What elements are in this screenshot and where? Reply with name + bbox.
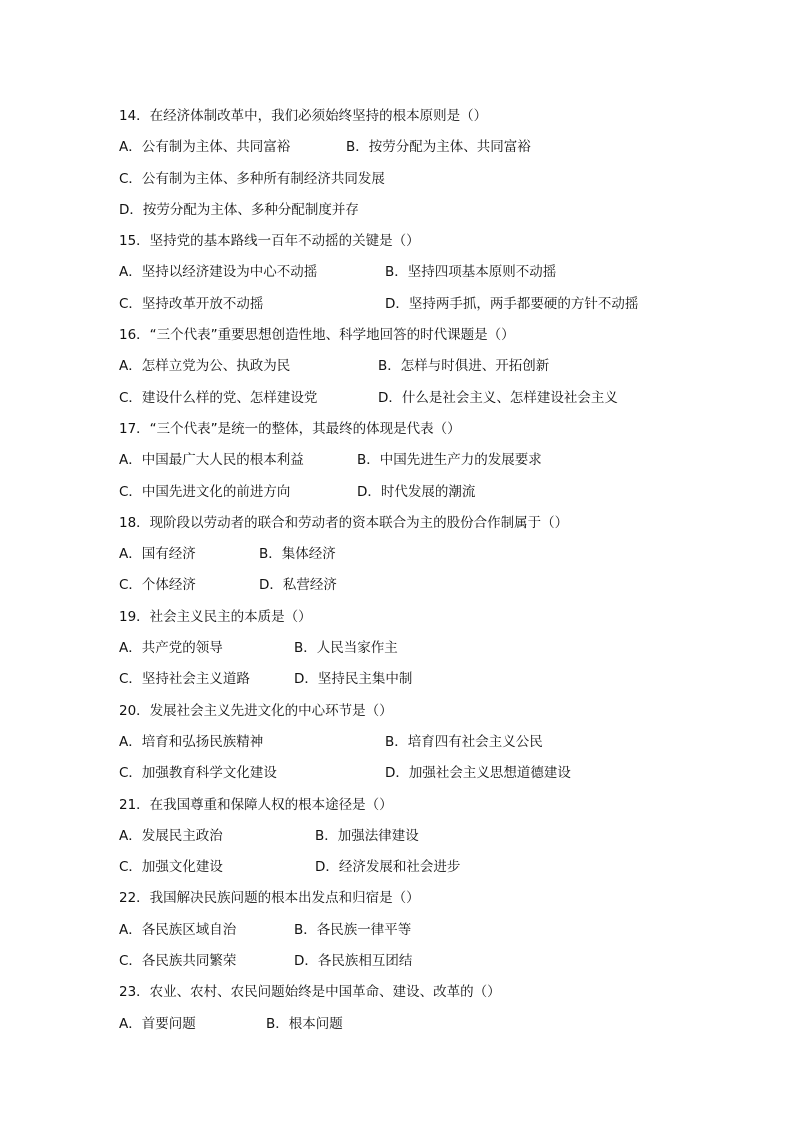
option-c: C．坚持改革开放不动摇 bbox=[119, 295, 264, 312]
option-b: B．人民当家作主 bbox=[294, 640, 398, 657]
option-row bbox=[119, 821, 679, 852]
option-row bbox=[119, 195, 679, 226]
option-row bbox=[119, 383, 679, 414]
option-row bbox=[119, 164, 679, 195]
option-a: A．各民族区域自治 bbox=[119, 921, 237, 938]
question-stem: 15．坚持党的基本路线一百年不动摇的关键是（） bbox=[119, 233, 420, 250]
option-b: B．培育四有社会主义公民 bbox=[385, 733, 543, 750]
option-b: B．坚持四项基本原则不动摇 bbox=[385, 264, 557, 281]
option-a: A．首要问题 bbox=[119, 1015, 196, 1032]
question-stem: 18．现阶段以劳动者的联合和劳动者的资本联合为主的股份合作制属于（） bbox=[119, 514, 569, 531]
option-c: C．加强文化建设 bbox=[119, 859, 223, 876]
option-row bbox=[119, 477, 679, 508]
question-stem: 23．农业、农村、农民问题始终是中国革命、建设、改革的（） bbox=[119, 984, 501, 1001]
option-row bbox=[119, 727, 679, 758]
option-d: D．时代发展的潮流 bbox=[357, 483, 476, 500]
option-a: A．公有制为主体、共同富裕 bbox=[119, 139, 291, 156]
option-d: D．坚持民主集中制 bbox=[294, 671, 413, 688]
option-row bbox=[119, 445, 679, 476]
option-d: D．坚持两手抓，两手都要硬的方针不动摇 bbox=[385, 295, 639, 312]
question-stem: 21．在我国尊重和保障人权的根本途径是（） bbox=[119, 796, 393, 813]
option-row bbox=[119, 351, 679, 382]
option-d: D．经济发展和社会进步 bbox=[315, 859, 461, 876]
question-stem: 16．“三个代表”重要思想创造性地、科学地回答的时代课题是（） bbox=[119, 327, 515, 344]
option-row bbox=[119, 664, 679, 695]
option-c: C．各民族共同繁荣 bbox=[119, 953, 237, 970]
option-c: C．中国先进文化的前进方向 bbox=[119, 483, 291, 500]
option-row bbox=[119, 946, 679, 977]
option-c: C．坚持社会主义道路 bbox=[119, 671, 250, 688]
option-b: B．各民族一律平等 bbox=[294, 921, 412, 938]
option-c: C．个体经济 bbox=[119, 577, 196, 594]
option-b: B．加强法律建设 bbox=[315, 827, 419, 844]
question-stem: 17．“三个代表”是统一的整体，其最终的体现是代表（） bbox=[119, 420, 461, 437]
option-c: C．加强教育科学文化建设 bbox=[119, 765, 277, 782]
option-row bbox=[119, 633, 679, 664]
option-a: A．国有经济 bbox=[119, 546, 196, 563]
option-row bbox=[119, 257, 679, 288]
option-d: D．私营经济 bbox=[259, 577, 337, 594]
option-row bbox=[119, 915, 679, 946]
option-row bbox=[119, 852, 679, 883]
option-b: B．中国先进生产力的发展要求 bbox=[357, 452, 542, 469]
option-c: C．建设什么样的党、怎样建设党 bbox=[119, 389, 318, 406]
option-a: A．共产党的领导 bbox=[119, 640, 223, 657]
option-a: A．培育和弘扬民族精神 bbox=[119, 733, 264, 750]
option-row bbox=[119, 132, 679, 163]
option-b: B．怎样与时俱进、开拓创新 bbox=[378, 358, 550, 375]
option-c: C．公有制为主体、多种所有制经济共同发展 bbox=[119, 170, 385, 187]
option-row bbox=[119, 289, 679, 320]
question-list bbox=[119, 101, 679, 1040]
option-a: A．坚持以经济建设为中心不动摇 bbox=[119, 264, 318, 281]
option-b: B．集体经济 bbox=[259, 546, 336, 563]
option-a: A．怎样立党为公、执政为民 bbox=[119, 358, 291, 375]
question-stem: 20．发展社会主义先进文化的中心环节是（） bbox=[119, 702, 393, 719]
option-row bbox=[119, 539, 679, 570]
option-a: A．发展民主政治 bbox=[119, 827, 223, 844]
option-row bbox=[119, 1009, 679, 1040]
option-d: D．什么是社会主义、怎样建设社会主义 bbox=[378, 389, 618, 406]
option-a: A．中国最广大人民的根本利益 bbox=[119, 452, 304, 469]
question-stem: 22．我国解决民族问题的根本出发点和归宿是（） bbox=[119, 890, 420, 907]
option-row bbox=[119, 570, 679, 601]
question-stem: 19．社会主义民主的本质是（） bbox=[119, 608, 312, 625]
option-row bbox=[119, 758, 679, 789]
option-b: B．按劳分配为主体、共同富裕 bbox=[346, 139, 531, 156]
option-d: D．各民族相互团结 bbox=[294, 953, 413, 970]
option-b: B．根本问题 bbox=[266, 1015, 343, 1032]
question-stem: 14．在经济体制改革中，我们必须始终坚持的根本原则是（） bbox=[119, 108, 488, 124]
option-d: D．加强社会主义思想道德建设 bbox=[385, 765, 571, 782]
option-d: D．按劳分配为主体、多种分配制度并存 bbox=[119, 201, 359, 218]
